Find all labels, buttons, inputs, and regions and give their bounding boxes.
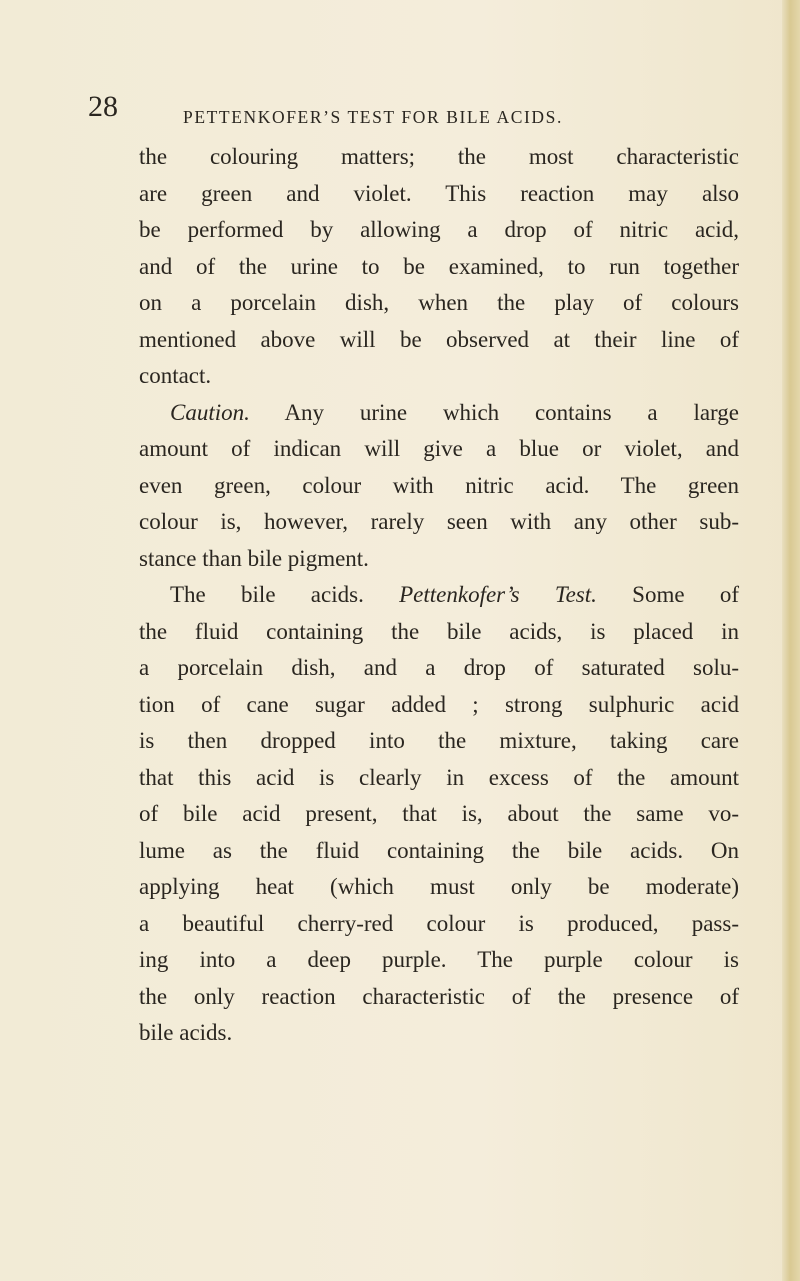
text-line: lume as the fluid containing the bile acids. On: [139, 837, 739, 863]
text-line: stance than bile pigment.: [139, 545, 369, 571]
italic-lead: Caution.: [170, 399, 250, 425]
text-line: that this acid is clearly in excess of the amount: [139, 764, 739, 790]
page-edge-shadow: [782, 0, 800, 1281]
text-line: even green, colour with nitric acid. The green: [139, 472, 739, 498]
section-lead: The bile acids.: [170, 582, 364, 607]
text-line: applying heat (which must only be moderate): [139, 874, 739, 899]
paragraph-first-line: [139, 577, 739, 614]
italic-lead: Pettenkofer’s Test.: [399, 582, 597, 607]
page-number: 28: [88, 90, 118, 123]
text-line: mentioned above will be observed at their line of: [139, 326, 739, 352]
text-line: bile acids.: [139, 1020, 233, 1045]
text-line: be performed by allowing a drop of nitric acid,: [139, 217, 739, 242]
text-line: ing into a deep purple. The purple colour is: [139, 947, 739, 972]
paragraph-first-line: [139, 395, 739, 432]
text-line: a beautiful cherry-red colour is produced, pass-: [139, 910, 739, 936]
text-line: the only reaction characteristic of the presence of: [139, 983, 739, 1009]
running-head: PETTENKOFER’S TEST FOR BILE ACIDS.: [183, 107, 563, 127]
text-line: is then dropped into the mixture, taking care: [139, 728, 739, 753]
text-line: and of the urine to be examined, to run together: [139, 253, 739, 279]
text-line: colour is, however, rarely seen with any other sub-: [139, 509, 739, 534]
text-line: amount of indican will give a blue or violet, and: [139, 436, 739, 461]
text-line: of bile acid present, that is, about the same vo-: [139, 801, 739, 826]
text-line: tion of cane sugar added ; strong sulphuric acid: [139, 691, 739, 717]
text-line: a porcelain dish, and a drop of saturated solu-: [139, 655, 739, 680]
line-rest: Some of: [632, 582, 739, 607]
text-line: contact.: [139, 363, 212, 388]
text-line: are green and violet. This reaction may also: [139, 180, 739, 206]
text-line: the fluid containing the bile acids, is placed in: [139, 618, 739, 644]
body-text: [139, 139, 779, 1052]
text-line: on a porcelain dish, when the play of colours: [139, 290, 739, 315]
text-line: the colouring matters; the most characteristic: [139, 144, 739, 169]
line-rest: Any urine which contains a large: [284, 399, 740, 425]
